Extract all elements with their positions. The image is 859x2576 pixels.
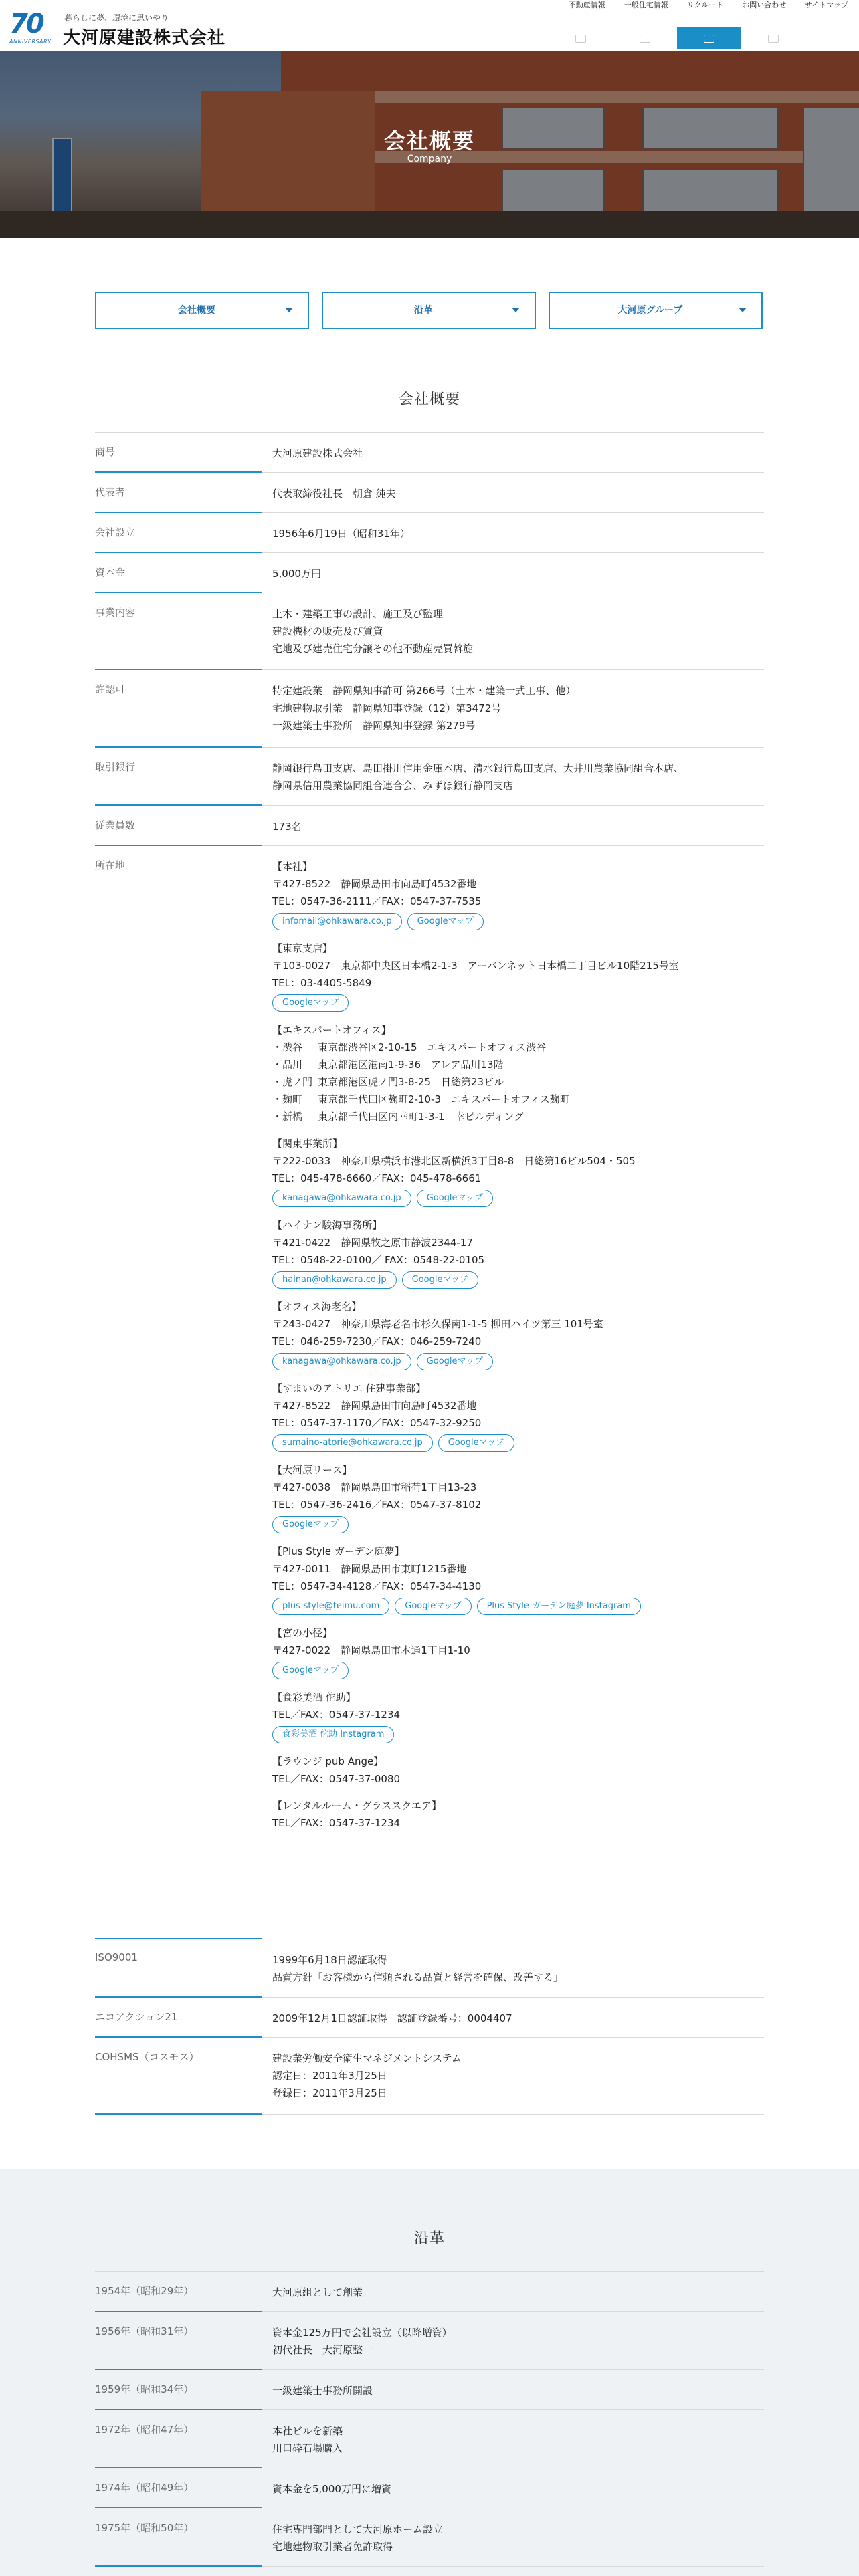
google-map-link[interactable]: Googleマップ [272,1516,349,1533]
row-line: 建設業労働安全衛生マネジメントシステム [272,2052,462,2064]
row-line: 大河原建設株式会社 [272,447,363,459]
office-block [272,1753,761,1788]
row-line: 宅地及び建売住宅分譲その他不動産売買斡旋 [272,643,474,655]
row-label: 代表者 [95,486,126,498]
office-block [272,940,761,1012]
office-name: 【エキスパートオフィス】 [272,1024,391,1036]
anniversary-logo[interactable] [9,9,50,45]
table-row [95,670,764,748]
google-map-link[interactable]: Googleマップ [417,1190,493,1207]
office-address: 〒243-0427 神奈川県海老名市杉久保南1-1-5 柳田ハイツ第三 101号室 [272,1318,603,1330]
row-label: 所在地 [95,859,126,871]
main-nav-item-company[interactable] [677,27,741,49]
dropdown-overview[interactable] [95,292,309,329]
office-block-expert [272,1021,761,1125]
office-address: 〒222-0033 神奈川県横浜市港北区新横浜3丁目8-8 日総第16ビル504・505 [272,1155,636,1167]
email-link[interactable]: hainan@ohkawara.co.jp [272,1271,397,1289]
row-line: 資本金125万円で会社設立（以降増資） [272,2327,452,2339]
office-tel: TEL／FAX：0547-37-0080 [272,1773,401,1785]
row-line: 登録日：2011年3月25日 [272,2087,387,2099]
office-block [272,858,761,930]
history-row [95,2370,764,2410]
main-nav-item-2[interactable] [613,27,677,49]
email-link[interactable]: plus-style@teimu.com [272,1598,389,1615]
history-year: 1959年（昭和34年） [95,2383,194,2395]
office-address: 〒427-8522 静岡県島田市向島町4532番地 [272,878,477,890]
history-event [272,2520,761,2555]
email-link[interactable]: kanagawa@ohkawara.co.jp [272,1190,411,1207]
table-row-location [95,846,764,1939]
dropdown-group[interactable] [549,292,763,329]
office-address: 〒103-0027 東京都中央区日本橋2-1-3 アーバンネット日本橋二丁目ビル10階215号室 [272,960,679,972]
row-line: 初代社長 大河原整一 [272,2344,373,2356]
row-value [272,565,761,582]
history-year: 1954年（昭和29年） [95,2285,194,2297]
email-link[interactable]: infomail@ohkawara.co.jp [272,913,402,930]
office-name: 【食彩美酒 佗助】 [272,1691,356,1703]
history-event [272,2480,761,2498]
google-map-link[interactable]: Googleマップ [438,1434,514,1452]
office-tel: TEL：0547-36-2111／FAX：0547-37-7535 [272,895,482,907]
row-value [272,2010,761,2027]
offices-list [272,858,761,1841]
table-row [95,1939,764,1998]
history-event [272,2284,761,2301]
logo-sub: ANNIVERSARY [9,39,52,45]
company-name[interactable]: 大河原建設株式会社 [63,28,226,48]
nav-icon [640,35,650,43]
expert-area: 品川 [282,1059,303,1071]
dropdown-history[interactable] [322,292,536,329]
office-tel: TEL／FAX：0547-37-1234 [272,1709,401,1721]
site-header [0,0,859,51]
table-row [95,806,764,846]
expert-office-item: ・新橋 東京都千代田区内幸町1-3-1 幸ビルディング [272,1108,761,1125]
expert-area: 渋谷 [282,1041,303,1053]
table-row [95,748,764,806]
history-row [95,2410,764,2468]
logo-number: 70 [9,9,43,39]
office-tel: TEL：045-478-6660／FAX：045-478-6661 [272,1172,482,1184]
office-address: 〒427-8522 静岡県島田市向島町4532番地 [272,1400,477,1412]
row-label: COHSMS（コスモス） [95,2051,199,2063]
google-map-link[interactable]: Googleマップ [395,1598,471,1615]
utility-link-recruit[interactable]: リクルート [686,1,724,9]
row-line: 一級建築士事務所 静岡県知事登録 第279号 [272,720,476,732]
table-row [95,513,764,553]
row-line: 静岡県信用農業協同組合連合会、みずほ銀行静岡支店 [272,780,514,792]
row-label: エコアクション21 [95,2011,178,2023]
row-label: ISO9001 [95,1951,138,1963]
row-value [272,682,761,734]
hero-title: 会社概要 [383,128,475,154]
office-tel: TEL：0547-37-1170／FAX：0547-32-9250 [272,1417,482,1429]
office-block [272,1135,761,1207]
table-row [95,473,764,513]
row-line: 建設機材の販売及び賃貸 [272,625,383,637]
nav-icon [704,35,714,43]
expert-address: 東京都港区港南1-9-36 アレア品川13階 [318,1059,504,1071]
row-value [272,485,761,502]
office-name: 【オフィス海老名】 [272,1301,362,1313]
table-row [95,1998,764,2038]
dropdown-label: 大河原グループ [617,305,683,316]
office-block [272,1216,761,1289]
nav-icon [768,35,779,43]
dropdown-label: 沿革 [414,305,433,316]
google-map-link[interactable]: Googleマップ [402,1271,478,1289]
utility-link-housing[interactable]: 一般住宅情報 [624,1,668,9]
row-line: 本社ビルを新築 [272,2425,343,2437]
row-line: 認定日：2011年3月25日 [272,2070,387,2082]
row-label: 会社設立 [95,526,136,538]
expert-office-item: ・麹町 東京都千代田区麹町2-10-3 エキスパートオフィス麹町 [272,1091,761,1108]
row-line: 5,000万円 [272,568,321,580]
expert-address: 東京都港区虎ノ門3-8-25 日総第23ビル [318,1076,504,1088]
expert-address: 東京都千代田区内幸町1-3-1 幸ビルディング [318,1111,524,1123]
expert-area: 虎ノ門 [282,1076,313,1088]
row-line: 品質方針「お客様から信頼される品質と経営を確保、改善する」 [272,1971,564,1983]
hero-subtitle: Company [407,154,452,165]
office-block [272,1380,761,1452]
row-value [272,605,761,657]
office-address: 〒427-0022 静岡県島田市本通1丁目1-10 [272,1644,470,1656]
expert-area: 新橋 [282,1111,303,1123]
office-tel: TEL：0548-22-0100／ FAX：0548-22-0105 [272,1254,485,1266]
expert-area: 麹町 [282,1093,303,1105]
row-value [272,2050,761,2102]
office-block [272,1461,761,1533]
office-tel: TEL：0547-36-2416／FAX：0547-37-8102 [272,1499,482,1511]
tagline: 暮らしに夢、環境に思いやり [64,13,169,23]
office-tel: TEL：0547-34-4128／FAX：0547-34-4130 [272,1580,482,1592]
office-address: 〒427-0038 静岡県島田市稲荷1丁目13-23 [272,1481,477,1493]
utility-link-real-estate[interactable]: 不動産情報 [568,1,605,9]
row-line: 一級建築士事務所開設 [272,2385,373,2397]
office-address: 〒421-0422 静岡県牧之原市静波2344-17 [272,1237,473,1249]
expert-office-item: ・虎ノ門 東京都港区虎ノ門3-8-25 日総第23ビル [272,1073,761,1091]
google-map-link[interactable]: Googleマップ [417,1353,493,1370]
row-label: 許認可 [95,683,126,695]
main-nav-item-4[interactable] [741,27,805,49]
expert-office-item: ・品川 東京都港区港南1-9-36 アレア品川13階 [272,1056,761,1073]
expert-address: 東京都渋谷区2-10-15 エキスパートオフィス渋谷 [318,1041,547,1053]
office-address: 〒427-0011 静岡県島田市東町1215番地 [272,1563,467,1575]
history-row [95,2272,764,2312]
office-name: 【レンタルルーム・グラススクエア】 [272,1800,442,1812]
history-event [272,2422,761,2457]
office-name: 【宮の小径】 [272,1627,333,1639]
email-link[interactable]: sumaino-atorie@ohkawara.co.jp [272,1434,433,1452]
chevron-down-icon [512,308,520,312]
table-row [95,593,764,670]
office-name: 【Plus Style ガーデン庭夢】 [272,1545,405,1558]
overview-title: 会社概要 [398,391,460,408]
instagram-link[interactable]: Plus Style ガーデン庭夢 Instagram [477,1598,641,1615]
row-line: 宅地建物取引業 静岡県知事登録（12）第3472号 [272,702,502,714]
row-line: 1999年6月18日認証取得 [272,1954,387,1966]
row-value [272,760,761,794]
table-row [95,553,764,593]
history-event [272,2324,761,2359]
utility-link-contact[interactable]: お問い合わせ [742,1,787,9]
office-block [272,1797,761,1832]
history-year: 1975年（昭和50年） [95,2522,194,2534]
office-name: 【ハイナン駿海事務所】 [272,1219,383,1231]
office-block [272,1543,761,1615]
main-nav-item-1[interactable] [549,27,613,49]
google-map-link[interactable]: Googleマップ [272,994,349,1012]
history-year: 1972年（昭和47年） [95,2424,194,2436]
office-name: 【ラウンジ pub Ange】 [272,1755,384,1767]
office-name: 【すまいのアトリエ 住建事業部】 [272,1382,426,1394]
row-value [272,1951,761,1986]
office-tel: TEL／FAX：0547-37-1234 [272,1817,401,1829]
row-value [272,818,761,835]
row-line: 1956年6月19日（昭和31年） [272,528,410,540]
office-block [272,1298,761,1370]
row-label: 資本金 [95,566,126,578]
history-row [95,2468,764,2508]
dropdown-label: 会社概要 [178,305,215,316]
row-line: 173名 [272,821,302,833]
row-label: 取引銀行 [95,761,136,773]
instagram-link[interactable]: 食彩美酒 佗助 Instagram [272,1726,394,1743]
history-row [95,2508,764,2567]
row-line: 大河原組として創業 [272,2286,363,2298]
row-line: 土木・建築工事の設計、施工及び監理 [272,608,444,620]
hero-banner [0,51,859,238]
office-block [272,1624,761,1679]
office-name: 【大河原リース】 [272,1464,353,1476]
table-row [95,433,764,473]
overview-table [95,432,764,2115]
history-table [95,2271,764,2567]
office-tel: TEL：046-259-7230／FAX：046-259-7240 [272,1335,482,1348]
row-line: 宅地建物取引業者免許取得 [272,2541,393,2553]
history-title: 沿革 [413,2230,445,2247]
history-row [95,2312,764,2370]
utility-link-sitemap[interactable]: サイトマップ [805,1,848,9]
row-value [272,525,761,542]
expert-office-item: ・渋谷 東京都渋谷区2-10-15 エキスパートオフィス渋谷 [272,1039,761,1056]
row-line: 住宅専門部門として大河原ホーム設立 [272,2523,444,2535]
utility-nav [569,0,848,12]
chevron-down-icon [739,308,747,312]
history-event [272,2382,761,2399]
email-link[interactable]: kanagawa@ohkawara.co.jp [272,1353,411,1370]
nav-icon [575,35,586,43]
office-block [272,1689,761,1743]
row-line: 静岡銀行島田支店、島田掛川信用金庫本店、清水銀行島田支店、大井川農業協同組合本店、 [272,762,684,774]
row-line: 2009年12月1日認証取得 認証登録番号：0004407 [272,2012,512,2024]
main-nav [549,27,805,49]
office-tel: TEL：03-4405-5849 [272,977,372,989]
office-name: 【関東事業所】 [272,1138,343,1150]
office-name: 【本社】 [272,861,313,873]
row-line: 代表取締役社長 朝倉 純夫 [272,488,396,500]
row-line: 川口砕石場購入 [272,2442,343,2454]
office-name: 【東京支店】 [272,942,333,954]
google-map-link[interactable]: Googleマップ [407,913,484,930]
history-year: 1956年（昭和31年） [95,2325,194,2337]
history-year: 1974年（昭和49年） [95,2482,194,2494]
row-value [272,445,761,462]
chevron-down-icon [285,308,293,312]
row-line: 特定建設業 静岡県知事許可 第266号（土木・建築一式工事、他） [272,685,576,697]
row-line: 資本金を5,000万円に増資 [272,2483,391,2495]
row-label: 事業内容 [95,607,136,619]
row-label: 商号 [95,446,116,458]
google-map-link[interactable]: Googleマップ [272,1662,349,1679]
table-row [95,2038,764,2115]
row-label: 従業員数 [95,819,136,831]
expert-address: 東京都千代田区麹町2-10-3 エキスパートオフィス麹町 [318,1093,570,1105]
